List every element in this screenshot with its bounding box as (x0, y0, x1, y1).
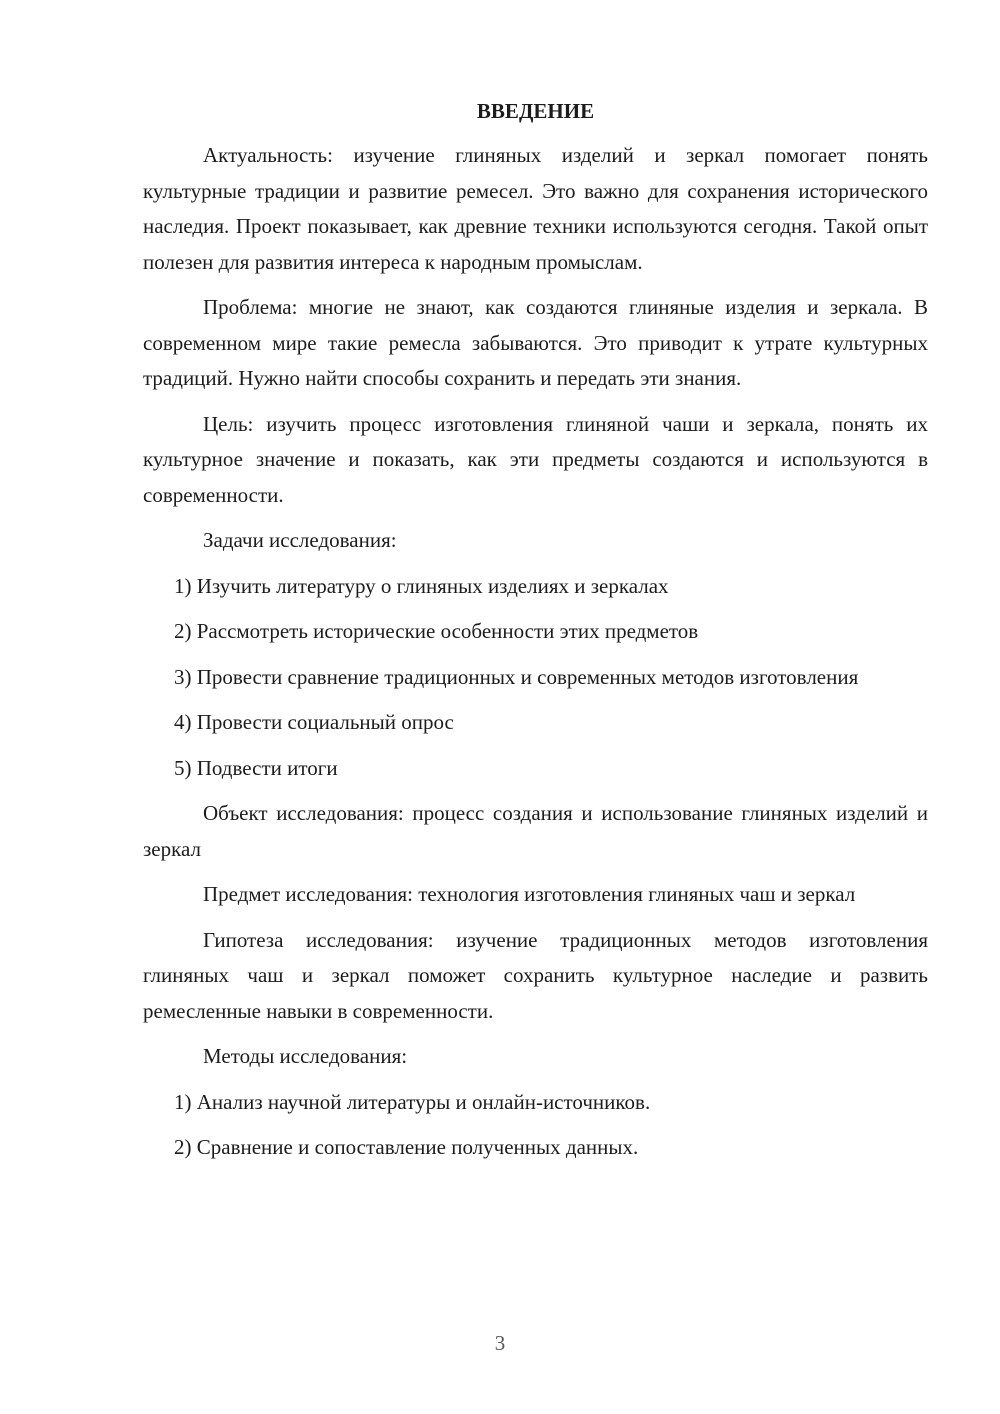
task-item: 1) Изучить литературу о глиняных изделиях и зеркалах (174, 573, 669, 598)
method-item: 1) Анализ научной литературы и онлайн-источников. (174, 1089, 651, 1114)
problem-paragraph: Проблема: многие не знают, как создаются глиняные изделия и зеркала. В современном мире такие ремесла забываются. Это приводит к утрате культурных традиций. Нужно найти способы сохранить и передать эти знания. (143, 295, 928, 390)
task-item: 5) Подвести итоги (174, 755, 338, 780)
hypothesis-paragraph: Гипотеза исследования: изучение традиционных методов изготовления глиняных чаш и зеркал поможет сохранить культурное наследие и развить ремесленные навыки в современности. (143, 927, 928, 1023)
page-number: 3 (494, 1331, 506, 1355)
task-item: 2) Рассмотреть исторические особенности этих предметов (174, 619, 699, 643)
object-paragraph: Объект исследования: процесс создания и использование глиняных изделий и зеркал (143, 801, 928, 861)
method-item: 2) Сравнение и сопоставление полученных данных. (174, 1135, 639, 1159)
task-item: 4) Провести социальный опрос (174, 710, 454, 734)
goal-paragraph: Цель: изучить процесс изготовления глиняной чаши и зеркала, понять их культурное значение и показать, как эти предметы создаются и используются в современности. (143, 411, 928, 507)
task-item: 3) Провести сравнение традиционных и современных методов изготовления (174, 664, 859, 689)
section-title: ВВЕДЕНИЕ (476, 99, 595, 123)
tasks-heading: Задачи исследования: (203, 528, 397, 552)
relevance-paragraph: Актуальность: изучение глиняных изделий и зеркал помогает понять культурные традиции и развитие ремесел. Это важно для сохранения исторического наследия. Проект показывает, как древние техники используются сегодня. Такой опыт полезен для развития интереса к народным промыслам. (143, 143, 928, 274)
methods-heading: Методы исследования: (203, 1044, 408, 1068)
document-page (143, 96, 928, 1176)
subject-paragraph: Предмет исследования: технология изготовления глиняных чаш и зеркал (203, 882, 856, 906)
